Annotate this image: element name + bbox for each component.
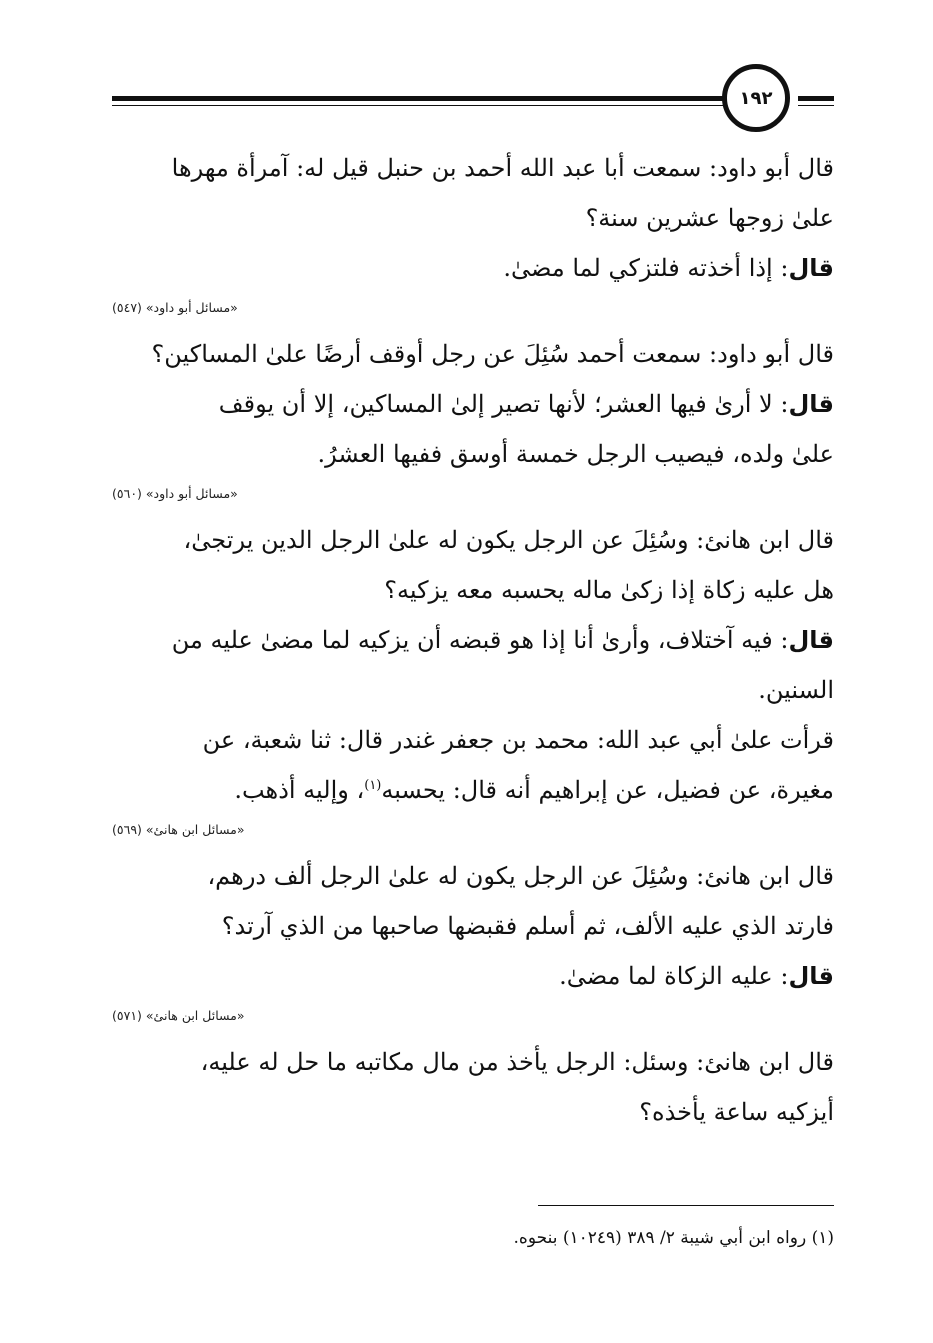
line-text: قال ابن هانئ: وسُئِلَ عن الرجل يكون له علىٰ الرجل ألف درهم، bbox=[207, 862, 834, 890]
line-text: هل عليه زكاة إذا زكىٰ ماله يحسبه معه يزكيه؟ bbox=[384, 576, 834, 604]
text-line bbox=[112, 951, 834, 1001]
line-text: علىٰ ولده، فيصيب الرجل خمسة أوسق ففيها العشرُ. bbox=[317, 440, 834, 468]
line-text: قال أبو داود: سمعت أحمد سُئِلَ عن رجل أوقف أرضًا علىٰ المساكين؟ bbox=[151, 340, 834, 368]
speaker-label: قال bbox=[788, 390, 834, 418]
source-citation: «مسائل ابن هانئ» (٥٧١) bbox=[112, 1008, 245, 1023]
text-line bbox=[112, 379, 834, 429]
header-rule-right-thin bbox=[798, 105, 834, 106]
text-line bbox=[112, 1037, 834, 1087]
line-text: : لا أرىٰ فيها العشر؛ لأنها تصير إلىٰ المساكين، إلا أن يوقف bbox=[218, 390, 789, 418]
line-text: : فيه آختلاف، وأرىٰ أنا إذا هو قبضه أن يزكيه لما مضىٰ عليه من bbox=[171, 626, 789, 654]
line-text-tail: ، وإليه أذهب. bbox=[234, 776, 365, 804]
line-text: أيزكيه ساعة يأخذه؟ bbox=[639, 1098, 834, 1126]
line-text: : عليه الزكاة لما مضىٰ. bbox=[559, 962, 789, 990]
page-body bbox=[112, 143, 834, 1137]
text-line bbox=[112, 715, 834, 765]
text-line bbox=[112, 1087, 834, 1137]
line-text: قال ابن هانئ: وسئل: الرجل يأخذ من مال مكاتبه ما حل له عليه، bbox=[200, 1048, 834, 1076]
text-line bbox=[112, 143, 834, 193]
text-line bbox=[112, 665, 834, 715]
source-citation: «مسائل أبو داود» (٥٤٧) bbox=[112, 300, 238, 315]
line-text: فارتد الذي عليه الألف، ثم أسلم فقبضها صاحبها من الذي آرتد؟ bbox=[221, 912, 834, 940]
text-line bbox=[112, 565, 834, 615]
page-number: ١٩٢ bbox=[739, 87, 773, 109]
line-text: قال أبو داود: سمعت أبا عبد الله أحمد بن حنبل قيل له: آمرأة مهرها bbox=[171, 154, 834, 182]
line-text: قرأت علىٰ أبي عبد الله: محمد بن جعفر غندر قال: ثنا شعبة، عن bbox=[202, 726, 834, 754]
text-line bbox=[112, 615, 834, 665]
source-citation: «مسائل أبو داود» (٥٦٠) bbox=[112, 486, 238, 501]
text-line bbox=[112, 243, 834, 293]
speaker-label: قال bbox=[788, 962, 834, 990]
text-line bbox=[112, 851, 834, 901]
line-text: مغيرة، عن فضيل، عن إبراهيم أنه قال: يحسبه bbox=[381, 776, 834, 804]
footnote-separator bbox=[538, 1205, 834, 1206]
text-line bbox=[112, 765, 834, 815]
line-text: السنين. bbox=[758, 676, 834, 704]
speaker-label: قال bbox=[788, 626, 834, 654]
footnote-marker[interactable]: (١) bbox=[364, 778, 382, 793]
header-rule-right bbox=[798, 96, 834, 101]
page-header bbox=[112, 62, 834, 142]
text-line bbox=[112, 429, 834, 479]
line-text: علىٰ زوجها عشرين سنة؟ bbox=[585, 204, 834, 232]
text-line bbox=[112, 329, 834, 379]
text-line bbox=[112, 193, 834, 243]
text-line bbox=[112, 901, 834, 951]
page-number-badge bbox=[722, 64, 790, 132]
source-citation: «مسائل ابن هانئ» (٥٦٩) bbox=[112, 822, 245, 837]
header-rule bbox=[112, 96, 724, 101]
speaker-label: قال bbox=[788, 254, 834, 282]
line-text: : إذا أخذته فلتزكي لما مضىٰ. bbox=[503, 254, 789, 282]
footnote: (١) رواه ابن أبي شيبة ٢/ ٣٨٩ (١٠٢٤٩) بنحوه. bbox=[513, 1228, 834, 1248]
header-rule-thin bbox=[112, 105, 724, 106]
line-text: قال ابن هانئ: وسُئِلَ عن الرجل يكون له علىٰ الرجل الدين يرتجىٰ، bbox=[183, 526, 834, 554]
text-line bbox=[112, 515, 834, 565]
